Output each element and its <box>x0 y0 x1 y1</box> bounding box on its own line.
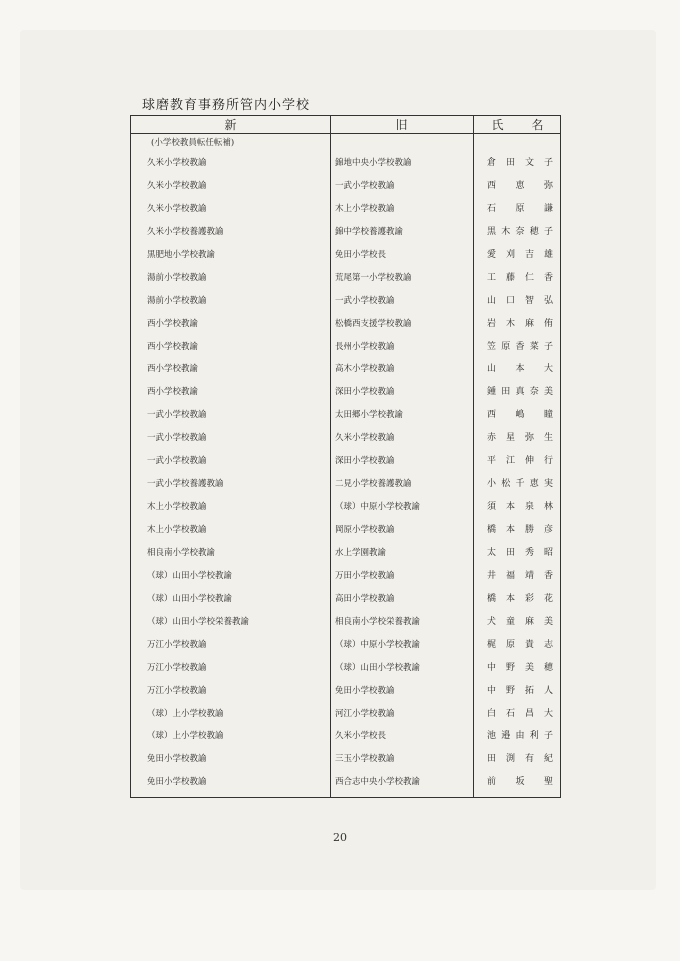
person-name-cell: 山本大 <box>487 364 553 375</box>
old-position-cell: 高木小学校教諭 <box>335 364 395 375</box>
new-position-cell: 一武小学校教諭 <box>147 456 207 467</box>
person-name-cell: 愛刈吉雄 <box>487 249 553 260</box>
new-position-cell: 久米小学校教諭 <box>147 158 207 168</box>
table-row <box>131 519 560 542</box>
table-row <box>131 771 560 794</box>
new-position-cell: 一武小学校養護教諭 <box>147 479 224 490</box>
header-name: 氏 名 <box>491 118 552 132</box>
new-position-cell: 一武小学校教諭 <box>147 410 207 421</box>
person-name-cell: 岩木麻侑 <box>487 318 553 329</box>
old-position-cell: 荒尾第一小学校教諭 <box>335 272 412 283</box>
person-name-cell: 橋本勝彦 <box>487 525 553 535</box>
table-row <box>131 680 560 703</box>
old-position-cell: 二見小学校養護教諭 <box>335 479 412 490</box>
new-position-cell: （球）山田小学校教諭 <box>147 570 233 581</box>
person-name-cell: 前坂聖 <box>487 777 553 788</box>
old-position-cell: 深田小学校教諭 <box>335 387 395 398</box>
old-position-cell: （球）山田小学校教諭 <box>335 662 421 673</box>
old-position-cell: 一武小学校教諭 <box>335 180 395 191</box>
person-name-cell: 小松千恵実 <box>487 479 553 490</box>
table-row <box>131 473 560 496</box>
person-name-cell: 西恵弥 <box>487 180 553 191</box>
new-position-cell: 西小学校教諭 <box>147 341 199 352</box>
old-position-cell: 水上学園教諭 <box>335 547 387 558</box>
new-position-cell: （球）上小学校教諭 <box>147 708 224 719</box>
old-position-cell: 深田小学校教諭 <box>335 456 395 467</box>
header-new: 新 <box>224 118 237 132</box>
new-position-cell: 湯前小学校教諭 <box>147 295 207 306</box>
old-position-cell: 西合志中央小学校教諭 <box>335 777 421 788</box>
table-row <box>131 634 560 657</box>
old-position-cell: 万田小学校教諭 <box>335 570 395 581</box>
old-position-cell: 免田小学校長 <box>335 249 387 260</box>
new-position-cell: （球）山田小学校栄養教諭 <box>147 616 250 627</box>
new-position-cell: 相良南小学校教諭 <box>147 547 216 558</box>
table-row <box>131 313 560 336</box>
page-number: 20 <box>333 831 347 844</box>
personnel-table <box>130 115 561 798</box>
table-row <box>131 657 560 680</box>
old-position-cell: 木上小学校教諭 <box>335 203 395 214</box>
table-row <box>131 450 560 473</box>
header-old: 旧 <box>395 118 408 132</box>
person-name-cell: 鍾田真奈美 <box>487 387 553 398</box>
table-row <box>131 404 560 427</box>
old-position-cell: 太田郷小学校教諭 <box>335 410 404 421</box>
table-row <box>131 198 560 221</box>
new-position-cell: （球）上小学校教諭 <box>147 731 224 742</box>
person-name-cell: 田渕有紀 <box>487 754 553 765</box>
table-body <box>131 152 560 794</box>
old-position-cell: 松橋西支援学校教諭 <box>335 318 412 329</box>
person-name-cell: 石原謙 <box>487 203 553 214</box>
new-position-cell: 木上小学校教諭 <box>147 525 207 535</box>
table-row <box>131 244 560 267</box>
old-position-cell: 高田小学校教諭 <box>335 593 395 604</box>
new-position-cell: 万江小学校教諭 <box>147 662 207 673</box>
table-row <box>131 358 560 381</box>
person-name-cell: 橋本彩花 <box>487 593 553 604</box>
table-row <box>131 748 560 771</box>
old-position-cell: 一武小学校教諭 <box>335 295 395 306</box>
old-position-cell: 長州小学校教諭 <box>335 341 395 352</box>
new-position-cell: 一武小学校教諭 <box>147 433 207 444</box>
table-row <box>131 611 560 634</box>
person-name-cell: 太田秀昭 <box>487 547 553 558</box>
new-position-cell: 木上小学校教諭 <box>147 502 207 513</box>
old-position-cell: 河江小学校教諭 <box>335 708 395 719</box>
old-position-cell: 久米小学校教諭 <box>335 433 395 444</box>
document-title: 球磨教育事務所管内小学校 <box>142 98 311 113</box>
table-row <box>131 290 560 313</box>
old-position-cell: 久米小学校長 <box>335 731 387 742</box>
new-position-cell: 西小学校教諭 <box>147 387 199 398</box>
new-position-cell: （球）山田小学校教諭 <box>147 593 233 604</box>
table-row <box>131 588 560 611</box>
new-position-cell: 免田小学校教諭 <box>147 754 207 765</box>
person-name-cell: 倉田文子 <box>487 158 553 168</box>
table-row <box>131 542 560 565</box>
person-name-cell: 平江伸行 <box>487 456 553 467</box>
old-position-cell: （球）中原小学校教諭 <box>335 639 421 650</box>
table-row <box>131 336 560 359</box>
table-row <box>131 496 560 519</box>
person-name-cell: 工藤仁香 <box>487 272 553 283</box>
table-row <box>131 381 560 404</box>
header-rule <box>131 133 560 134</box>
old-position-cell: 岡原小学校教諭 <box>335 525 395 535</box>
table-row <box>131 152 560 175</box>
new-position-cell: 西小学校教諭 <box>147 318 199 329</box>
person-name-cell: 梶原貴志 <box>487 639 553 650</box>
person-name-cell: 井福靖香 <box>487 570 553 581</box>
section-label: (小学校教員転任転補) <box>151 138 235 148</box>
new-position-cell: 湯前小学校教諭 <box>147 272 207 283</box>
new-position-cell: 久米小学校養護教諭 <box>147 226 224 237</box>
person-name-cell: 赤星弥生 <box>487 433 553 444</box>
old-position-cell: 錦地中央小学校教諭 <box>335 158 412 168</box>
table-row <box>131 267 560 290</box>
table-row <box>131 703 560 726</box>
person-name-cell: 西嶋瞳 <box>487 410 553 421</box>
table-row <box>131 427 560 450</box>
person-name-cell: 犬童麻美 <box>487 616 553 627</box>
person-name-cell: 中野美穂 <box>487 662 553 673</box>
new-position-cell: 免田小学校教諭 <box>147 777 207 788</box>
person-name-cell: 須本泉林 <box>487 502 553 513</box>
new-position-cell: 久米小学校教諭 <box>147 180 207 191</box>
new-position-cell: 万江小学校教諭 <box>147 639 207 650</box>
new-position-cell: 西小学校教諭 <box>147 364 199 375</box>
old-position-cell: 錦中学校養護教諭 <box>335 226 404 237</box>
person-name-cell: 笠原香菜子 <box>487 341 553 352</box>
old-position-cell: 免田小学校教諭 <box>335 685 395 696</box>
person-name-cell: 中野拓人 <box>487 685 553 696</box>
new-position-cell: 万江小学校教諭 <box>147 685 207 696</box>
table-row <box>131 221 560 244</box>
person-name-cell: 池邉由利子 <box>487 731 553 742</box>
table-row <box>131 565 560 588</box>
new-position-cell: 黒肥地小学校教諭 <box>147 249 216 260</box>
old-position-cell: 相良南小学校栄養教諭 <box>335 616 421 627</box>
person-name-cell: 山口智弘 <box>487 295 553 306</box>
table-row <box>131 175 560 198</box>
old-position-cell: （球）中原小学校教諭 <box>335 502 421 513</box>
new-position-cell: 久米小学校教諭 <box>147 203 207 214</box>
person-name-cell: 白石昌大 <box>487 708 553 719</box>
old-position-cell: 三玉小学校教諭 <box>335 754 395 765</box>
person-name-cell: 黒木奈穂子 <box>487 226 553 237</box>
table-row <box>131 725 560 748</box>
